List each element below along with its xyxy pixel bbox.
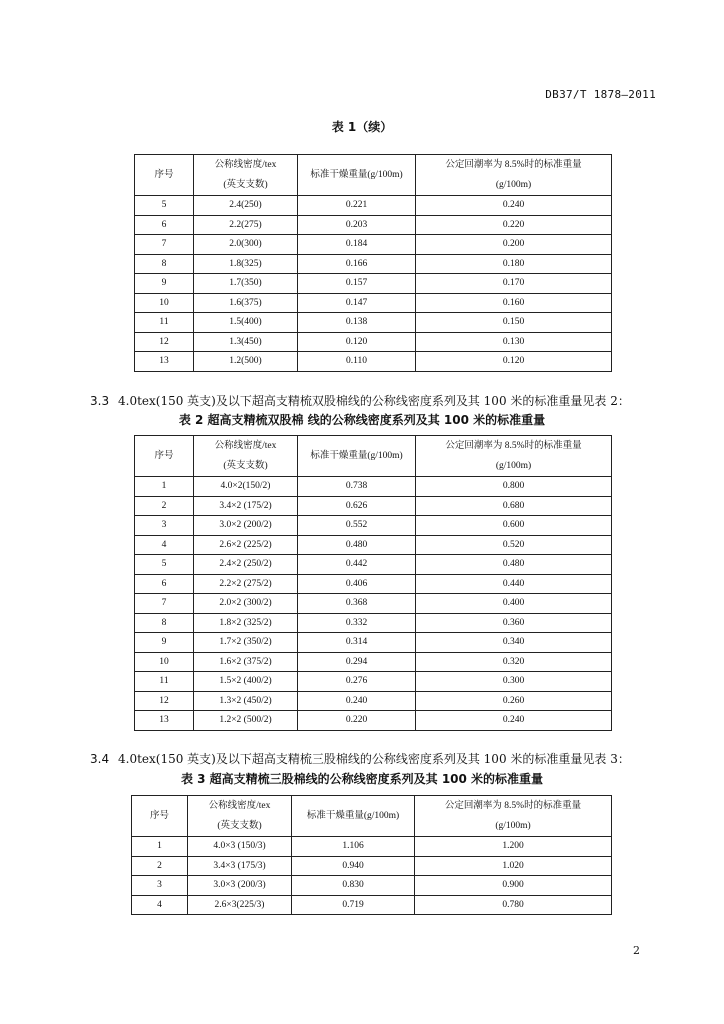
cell-density: 1.2×2 (500/2) <box>194 711 298 731</box>
cell-density: 1.5(400) <box>194 313 298 333</box>
cell-dry-weight: 0.166 <box>298 254 416 274</box>
cell-std-weight: 0.180 <box>416 254 612 274</box>
cell-density: 1.8(325) <box>194 254 298 274</box>
cell-seq: 3 <box>135 516 194 536</box>
cell-seq: 1 <box>132 837 188 857</box>
clause-number: 3.4 <box>90 752 110 766</box>
table-row <box>135 555 612 575</box>
col-header-std-line2: (g/100m) <box>495 821 531 831</box>
table-row <box>135 352 612 372</box>
cell-density: 3.4×2 (175/2) <box>194 496 298 516</box>
cell-dry-weight: 0.626 <box>298 496 416 516</box>
cell-dry-weight: 0.314 <box>298 633 416 653</box>
cell-seq: 1 <box>135 477 194 497</box>
cell-std-weight: 0.300 <box>416 672 612 692</box>
table2 <box>134 435 612 731</box>
cell-std-weight: 0.120 <box>416 352 612 372</box>
col-header-std-line2: (g/100m) <box>495 180 532 190</box>
cell-seq: 2 <box>135 496 194 516</box>
cell-density: 2.6×2 (225/2) <box>194 535 298 555</box>
cell-seq: 5 <box>135 555 194 575</box>
cell-density: 1.6×2 (375/2) <box>194 652 298 672</box>
cell-std-weight: 0.170 <box>416 274 612 294</box>
cell-std-weight: 1.200 <box>415 837 612 857</box>
cell-density: 3.0×2 (200/2) <box>194 516 298 536</box>
cell-std-weight: 0.260 <box>416 691 612 711</box>
cell-seq: 4 <box>132 895 188 915</box>
cell-seq: 6 <box>135 215 194 235</box>
cell-seq: 10 <box>135 652 194 672</box>
cell-dry-weight: 0.203 <box>298 215 416 235</box>
col-header-dry-weight: 标准干燥重量(g/100m) <box>298 436 416 477</box>
col-header-density-line2: (英支支数) <box>223 180 268 190</box>
cell-std-weight: 0.160 <box>416 293 612 313</box>
table-row <box>135 574 612 594</box>
table1-caption: 表 1（续） <box>331 120 393 134</box>
cell-density: 1.3×2 (450/2) <box>194 691 298 711</box>
cell-seq: 11 <box>135 313 194 333</box>
cell-seq: 3 <box>132 876 188 896</box>
cell-dry-weight: 0.442 <box>298 555 416 575</box>
col-header-density <box>188 796 292 837</box>
col-header-std-weight <box>415 796 612 837</box>
clause-3-4 <box>90 750 690 767</box>
cell-std-weight: 0.320 <box>416 652 612 672</box>
table-row <box>135 313 612 333</box>
cell-dry-weight: 0.220 <box>298 711 416 731</box>
table-row <box>135 477 612 497</box>
cell-seq: 6 <box>135 574 194 594</box>
col-header-std-line1: 公定回潮率为 8.5%时的标准重量 <box>445 160 582 170</box>
cell-seq: 9 <box>135 633 194 653</box>
cell-std-weight: 0.200 <box>416 235 612 255</box>
cell-density: 1.8×2 (325/2) <box>194 613 298 633</box>
cell-density: 2.0×2 (300/2) <box>194 594 298 614</box>
cell-dry-weight: 0.332 <box>298 613 416 633</box>
cell-density: 2.2(275) <box>194 215 298 235</box>
cell-std-weight: 0.220 <box>416 215 612 235</box>
cell-dry-weight: 0.120 <box>298 332 416 352</box>
cell-density: 3.0×3 (200/3) <box>188 876 292 896</box>
cell-std-weight: 0.600 <box>416 516 612 536</box>
col-header-density <box>194 436 298 477</box>
table-row <box>132 895 612 915</box>
cell-std-weight: 0.360 <box>416 613 612 633</box>
cell-std-weight: 0.900 <box>415 876 612 896</box>
table-row <box>135 535 612 555</box>
table-row <box>135 215 612 235</box>
cell-density: 3.4×3 (175/3) <box>188 856 292 876</box>
table3 <box>131 795 612 915</box>
col-header-seq: 序号 <box>132 796 188 837</box>
col-header-dry-weight: 标准干燥重量(g/100m) <box>298 155 416 196</box>
cell-density: 4.0×3 (150/3) <box>188 837 292 857</box>
table2-caption: 表 2 超高支精梳双股棉 线的公称线密度系列及其 100 米的标准重量 <box>178 413 546 427</box>
cell-density: 4.0×2(150/2) <box>194 477 298 497</box>
cell-std-weight: 0.800 <box>416 477 612 497</box>
table-row <box>135 235 612 255</box>
clause-number: 3.3 <box>90 394 110 408</box>
cell-seq: 8 <box>135 254 194 274</box>
cell-dry-weight: 0.480 <box>298 535 416 555</box>
table-row <box>135 516 612 536</box>
table3-caption: 表 3 超高支精梳三股棉线的公称线密度系列及其 100 米的标准重量 <box>180 772 544 786</box>
cell-density: 1.3(450) <box>194 332 298 352</box>
cell-density: 1.2(500) <box>194 352 298 372</box>
cell-dry-weight: 0.552 <box>298 516 416 536</box>
col-header-seq: 序号 <box>135 436 194 477</box>
col-header-std-line2: (g/100m) <box>495 461 532 471</box>
cell-seq: 4 <box>135 535 194 555</box>
clause-3-3 <box>90 392 690 409</box>
cell-std-weight: 0.130 <box>416 332 612 352</box>
table-row <box>135 672 612 692</box>
table-row <box>135 633 612 653</box>
cell-dry-weight: 0.221 <box>298 196 416 216</box>
col-header-density-line1: 公称线密度/tex <box>214 160 277 170</box>
cell-density: 2.4×2 (250/2) <box>194 555 298 575</box>
standard-code: DB37/T 1878—2011 <box>545 88 656 101</box>
cell-density: 1.5×2 (400/2) <box>194 672 298 692</box>
cell-seq: 13 <box>135 711 194 731</box>
cell-density: 2.4(250) <box>194 196 298 216</box>
cell-seq: 10 <box>135 293 194 313</box>
table-row <box>135 274 612 294</box>
table-row <box>135 711 612 731</box>
table-row <box>135 332 612 352</box>
cell-seq: 7 <box>135 594 194 614</box>
table-row <box>132 837 612 857</box>
cell-dry-weight: 0.240 <box>298 691 416 711</box>
table-row <box>132 876 612 896</box>
cell-seq: 12 <box>135 691 194 711</box>
cell-dry-weight: 0.738 <box>298 477 416 497</box>
cell-density: 2.6×3(225/3) <box>188 895 292 915</box>
cell-seq: 5 <box>135 196 194 216</box>
cell-seq: 7 <box>135 235 194 255</box>
header-row <box>132 796 612 837</box>
cell-std-weight: 0.240 <box>416 196 612 216</box>
col-header-density-line1: 公称线密度/tex <box>214 441 277 451</box>
table-row <box>135 293 612 313</box>
clause-text: 4.0tex(150 英支)及以下超高支精梳三股棉线的公称线密度系列及其 100 米的标准重量见表 3： <box>118 752 630 766</box>
cell-std-weight: 0.150 <box>416 313 612 333</box>
clause-text: 4.0tex(150 英支)及以下超高支精梳双股棉线的公称线密度系列及其 100 米的标准重量见表 2： <box>118 394 630 408</box>
cell-seq: 11 <box>135 672 194 692</box>
cell-std-weight: 1.020 <box>415 856 612 876</box>
table-row <box>132 856 612 876</box>
table-row <box>135 254 612 274</box>
cell-seq: 12 <box>135 332 194 352</box>
cell-std-weight: 0.340 <box>416 633 612 653</box>
cell-density: 1.7×2 (350/2) <box>194 633 298 653</box>
cell-dry-weight: 0.719 <box>292 895 415 915</box>
col-header-seq: 序号 <box>135 155 194 196</box>
header-row <box>135 155 612 196</box>
table-row <box>135 691 612 711</box>
table-row <box>135 594 612 614</box>
col-header-std-weight <box>416 155 612 196</box>
cell-density: 2.0(300) <box>194 235 298 255</box>
col-header-std-line1: 公定回潮率为 8.5%时的标准重量 <box>444 801 582 811</box>
col-header-density-line2: (英支支数) <box>223 461 268 471</box>
col-header-dry-weight: 标准干燥重量(g/100m) <box>292 796 415 837</box>
table1 <box>134 154 612 372</box>
cell-dry-weight: 0.138 <box>298 313 416 333</box>
cell-density: 1.7(350) <box>194 274 298 294</box>
cell-dry-weight: 0.276 <box>298 672 416 692</box>
cell-dry-weight: 0.147 <box>298 293 416 313</box>
table-row <box>135 613 612 633</box>
col-header-std-line1: 公定回潮率为 8.5%时的标准重量 <box>445 441 582 451</box>
cell-dry-weight: 0.406 <box>298 574 416 594</box>
cell-dry-weight: 0.830 <box>292 876 415 896</box>
cell-seq: 13 <box>135 352 194 372</box>
header-row <box>135 436 612 477</box>
table-row <box>135 196 612 216</box>
cell-std-weight: 0.400 <box>416 594 612 614</box>
cell-dry-weight: 0.940 <box>292 856 415 876</box>
cell-std-weight: 0.680 <box>416 496 612 516</box>
cell-seq: 2 <box>132 856 188 876</box>
col-header-std-weight <box>416 436 612 477</box>
cell-dry-weight: 1.106 <box>292 837 415 857</box>
cell-seq: 8 <box>135 613 194 633</box>
col-header-density <box>194 155 298 196</box>
cell-dry-weight: 0.157 <box>298 274 416 294</box>
cell-std-weight: 0.520 <box>416 535 612 555</box>
col-header-density-line2: (英支支数) <box>217 821 262 831</box>
cell-std-weight: 0.240 <box>416 711 612 731</box>
cell-std-weight: 0.780 <box>415 895 612 915</box>
cell-std-weight: 0.480 <box>416 555 612 575</box>
cell-dry-weight: 0.110 <box>298 352 416 372</box>
page-number: 2 <box>633 944 640 957</box>
cell-dry-weight: 0.368 <box>298 594 416 614</box>
cell-density: 2.2×2 (275/2) <box>194 574 298 594</box>
table-row <box>135 496 612 516</box>
cell-density: 1.6(375) <box>194 293 298 313</box>
cell-seq: 9 <box>135 274 194 294</box>
cell-std-weight: 0.440 <box>416 574 612 594</box>
cell-dry-weight: 0.184 <box>298 235 416 255</box>
cell-dry-weight: 0.294 <box>298 652 416 672</box>
col-header-density-line1: 公称线密度/tex <box>208 801 271 811</box>
table-row <box>135 652 612 672</box>
